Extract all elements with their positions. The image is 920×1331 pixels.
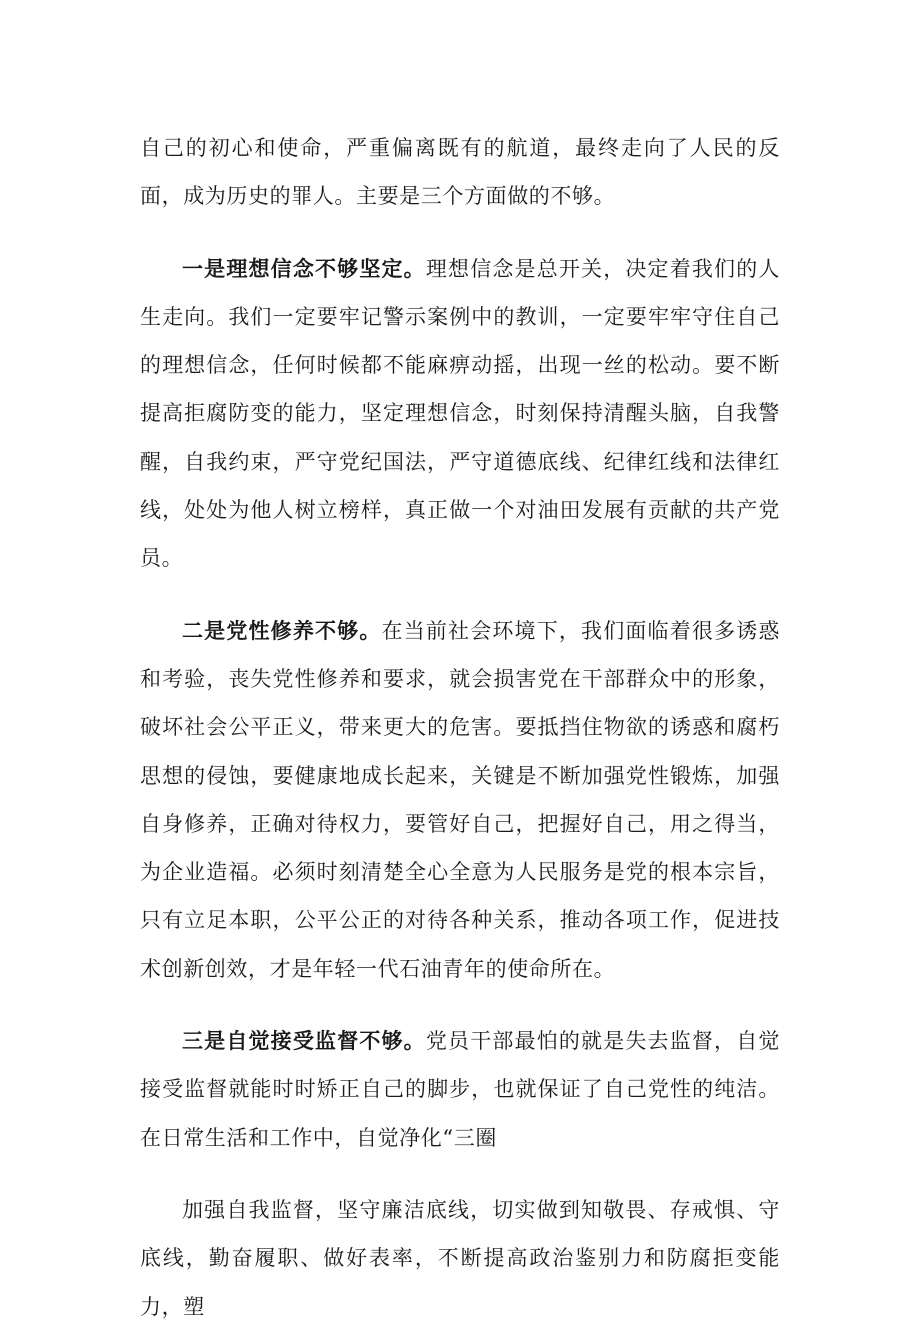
paragraph-ideals <box>140 245 780 583</box>
paragraph-heading: 一是理想信念不够坚定。 <box>182 255 426 281</box>
paragraph-text: 自己的初心和使命，严重偏离既有的航道，最终走向了人民的反面，成为历史的罪人。主要是三个方面做的不够。 <box>140 136 780 209</box>
paragraph-text: 在当前社会环境下，我们面临着很多诱惑和考验，丧失党性修养和要求，就会损害党在干部群众中的形象，破坏社会公平正义，带来更大的危害。要抵挡住物欲的诱惑和腐朽思想的侵蚀，要健康地成长起来，关键是不断加强党性锻炼，加强自身修养，正确对待权力，要管好自己，把握好自己，用之得当，为企业造福。必须时刻清楚全心全意为人民服务是党的根本宗旨，只有立足本职，公平公正的对待各种关系，推动各项工作，促进技术创新创效，才是年轻一代石油青年的使命所在。 <box>140 618 780 981</box>
paragraph-text: 加强自我监督，坚守廉洁底线，切实做到知敬畏、存戒惧、守底线，勤奋履职、做好表率，不断提高政治鉴别力和防腐拒变能力，塑 <box>140 1197 780 1319</box>
paragraph-supervision <box>140 1017 780 1162</box>
paragraph-text: 党员干部最怕的就是失去监督，自觉接受监督就能时时矫正自己的脚步，也就保证了自己党性的纯洁。在日常生活和工作中，自觉净化“三圈 <box>140 1029 780 1150</box>
paragraph-party-spirit <box>140 607 780 993</box>
paragraph-intro <box>140 124 780 221</box>
document-body <box>140 124 780 1331</box>
paragraph-heading: 三是自觉接受监督不够。 <box>182 1028 426 1054</box>
paragraph-self-supervision <box>140 1186 780 1331</box>
paragraph-heading: 二是党性修养不够。 <box>182 617 382 643</box>
paragraph-text: 理想信念是总开关，决定着我们的人生走向。我们一定要牢记警示案例中的教训，一定要牢牢守住自己的理想信念，任何时候都不能麻痹动摇，出现一丝的松动。要不断提高拒腐防变的能力，坚定理想信念，时刻保持清醒头脑，自我警醒，自我约束，严守党纪国法，严守道德底线、纪律红线和法律红线，处处为他人树立榜样，真正做一个对油田发展有贡献的共产党员。 <box>140 256 780 571</box>
